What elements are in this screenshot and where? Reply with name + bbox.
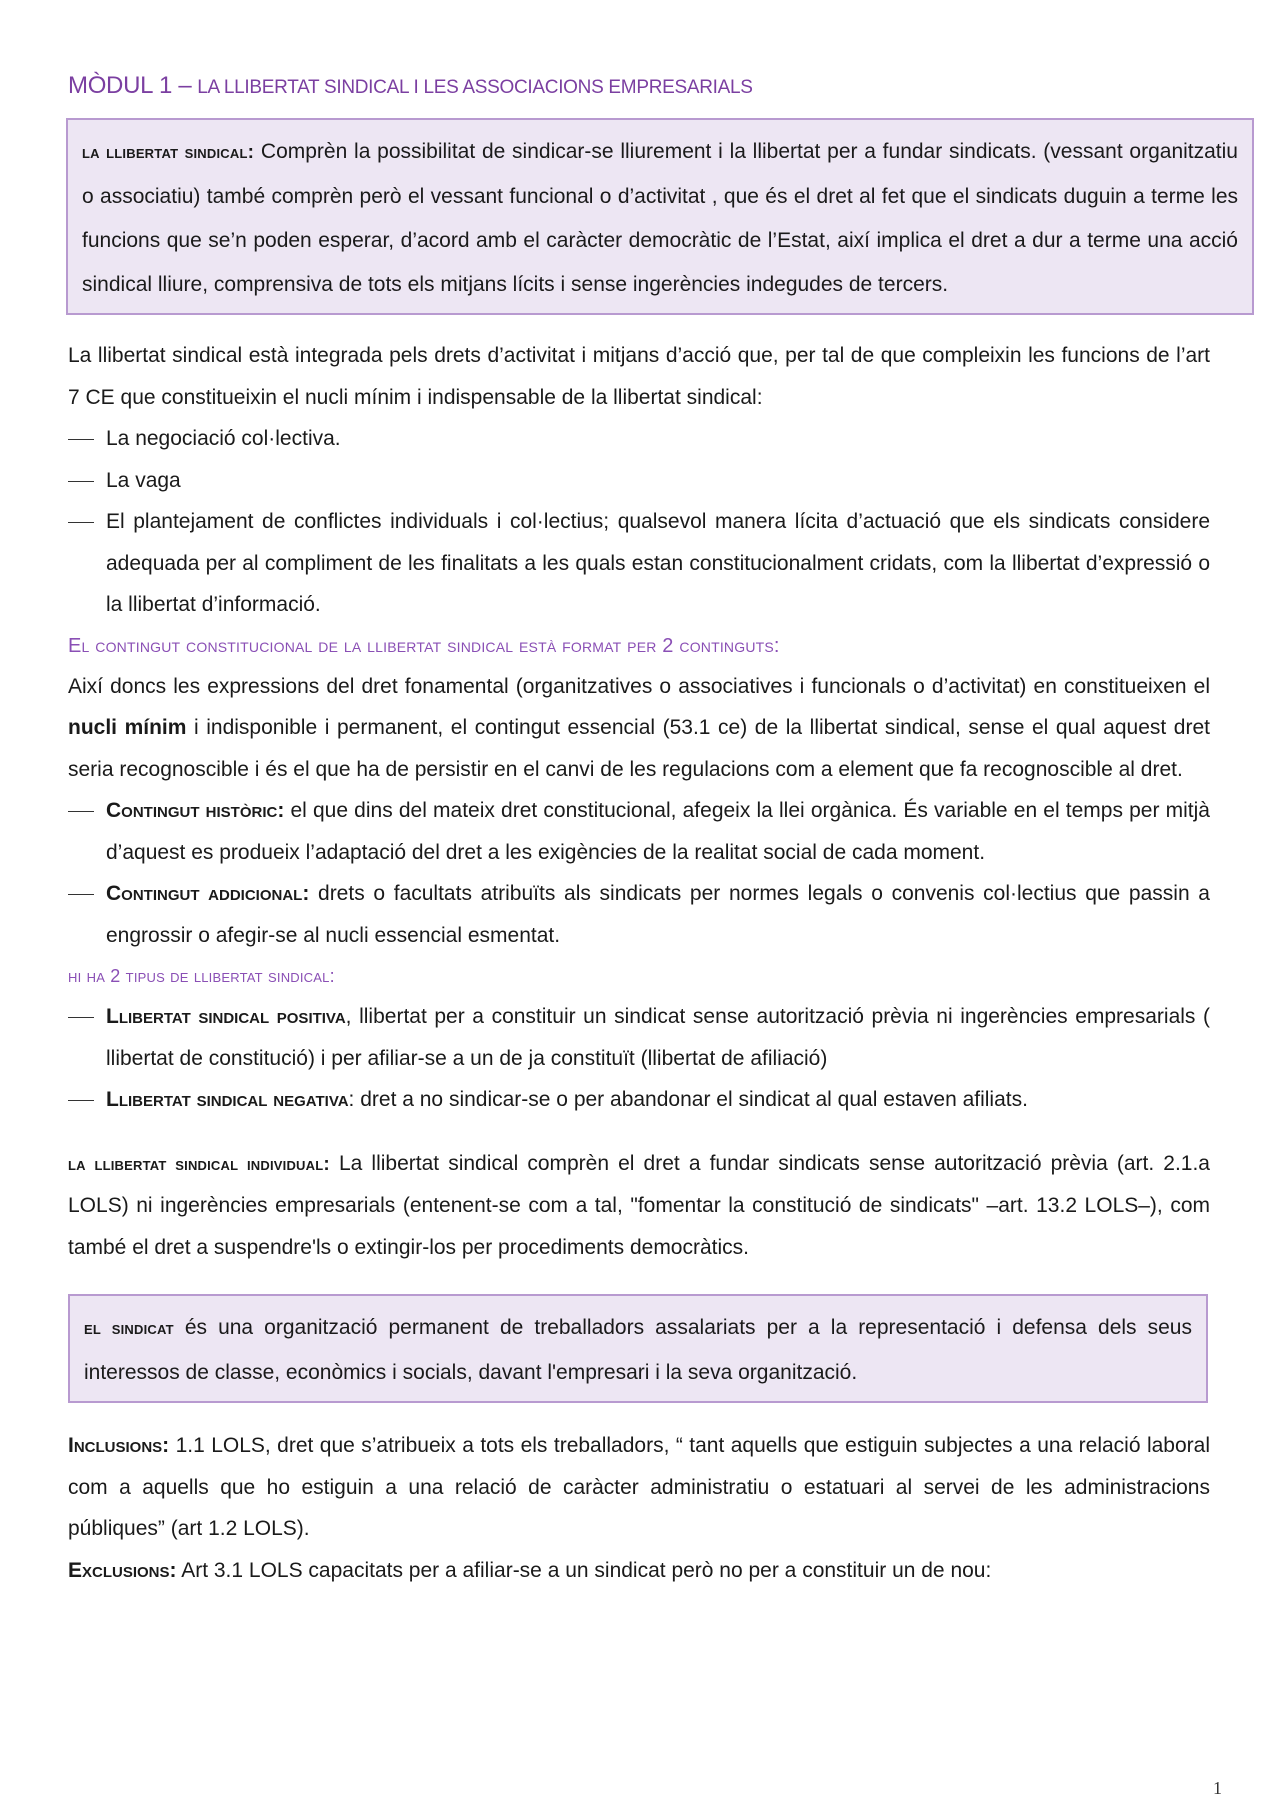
item-label: Contingut addicional: bbox=[106, 882, 310, 905]
intro-paragraph: La llibertat sindical està integrada pels drets d’activitat i mitjans d’acció que, per tal de que compleixin les funcions de l’art 7 CE que constitueixin el nucli mínim i indispensable de la llibertat sindical: bbox=[68, 344, 1210, 409]
tipus-list bbox=[68, 996, 1210, 1121]
contingut-paragraph: Així doncs les expressions del dret fonamental (organitzatives o associatives i funcionals o d’activitat) en constitueixen el nucli mínim i indisponible i permanent, el contingut essencial (53.1 ce) de la llibertat sindical, sense el qual aquest dret seria recognoscible i és el que ha de persistir en el canvi de les regulacions com a element que fa recognoscible al dret. bbox=[68, 674, 1210, 781]
definition-term: el sindicat bbox=[84, 1318, 174, 1339]
module-prefix: MÒDUL bbox=[68, 72, 154, 99]
list-item: Llibertat sindical positiva, llibertat per a constituir un sindicat sense autorització prèvia ni ingerències empresarials ( llibertat de constitució) i per afiliar-se a un de ja constituït (llibertat de afiliació) bbox=[106, 1005, 1210, 1070]
spacer bbox=[68, 1121, 1210, 1143]
contingut-list bbox=[68, 790, 1210, 956]
nucli-minim-bold: nucli mínim bbox=[68, 716, 187, 739]
list-item: Contingut addicional: drets o facultats atribuïts als sindicats per normes legals o convenis col·lectius que passin a engrossir o afegir-se al nucli essencial esmentat. bbox=[106, 882, 1210, 947]
spacer bbox=[68, 1403, 1210, 1425]
individual-paragraph: la llibertat sindical individual: La llibertat sindical comprèn el dret a fundar sindicats sense autorització prèvia (art. 2.1.a LOLS) ni ingerències empresarials (entenent-se com a tal, "fomentar la constitució de sindicats" –art. 13.2 LOLS–), com també el dret a suspendre'ls o extingir-los per procediments democràtics. bbox=[68, 1151, 1210, 1259]
exclusions-paragraph: Exclusions: Art 3.1 LOLS capacitats per a afiliar-se a un sindicat però no per a constituir un de nou: bbox=[68, 1558, 992, 1582]
list-item: El plantejament de conflictes individuals i col·lectius; qualsevol manera lícita d’actuació que els sindicats considere adequada per al compliment de les finalitats a les quals estan constitucionalment cridats, com la llibertat d’expressió o la llibertat d’informació. bbox=[106, 510, 1210, 616]
item-label: Contingut històric: bbox=[106, 799, 285, 822]
module-title bbox=[68, 72, 1210, 100]
section-heading-contingut: El contingut constitucional de la llibertat sindical està format per 2 continguts: bbox=[68, 634, 780, 657]
section-heading-tipus: hi ha 2 tipus de llibertat sindical: bbox=[68, 966, 335, 986]
definition-term: la llibertat sindical: bbox=[82, 142, 255, 163]
page-number: 1 bbox=[1213, 1778, 1222, 1798]
inclusions-label: Inclusions: bbox=[68, 1434, 170, 1457]
exclusions-label: Exclusions: bbox=[68, 1558, 177, 1582]
definition-text: Comprèn la possibilitat de sindicar-se lliurement i la llibertat per a fundar sindicats. (vessant organitzatiu o associatiu) també comprèn però el vessant funcional o d’activitat , que és el dret al fet que el sindicats duguin a terme les funcions que se’n poden esperar, d’acord amb el caràcter democràtic de l’Estat, així implica el dret a dur a terme una acció sindical lliure, comprensiva de tots els mitjans lícits i sense ingerències indegudes de tercers. bbox=[82, 140, 1238, 296]
definition-box-sindicat bbox=[68, 1294, 1208, 1403]
module-subtitle: LA LLIBERTAT SINDICAL I LES ASSOCIACIONS EMPRESARIALS bbox=[197, 77, 753, 98]
item-label: Llibertat sindical positiva bbox=[106, 1005, 346, 1028]
list-item: Llibertat sindical negativa: dret a no sindicar-se o per abandonar el sindicat al qual estaven afiliats. bbox=[106, 1088, 1028, 1111]
item-label: Llibertat sindical negativa bbox=[106, 1088, 349, 1111]
definition-box-llibertat-sindical bbox=[66, 118, 1254, 315]
list-item: La vaga bbox=[106, 468, 181, 492]
list-item: Contingut històric: el que dins del mateix dret constitucional, afegeix la llei orgànica. És variable en el temps per mitjà d’aquest es produeix l’adaptació del dret a les exigències de la realitat social de cada moment. bbox=[106, 799, 1210, 864]
intro-list bbox=[68, 418, 1210, 626]
module-number: 1 – bbox=[159, 72, 192, 99]
inclusions-paragraph: Inclusions: 1.1 LOLS, dret que s’atribueix a tots els treballadors, “ tant aquells que estiguin subjectes a una relació laboral com a aquells que ho estiguin a una relació de caràcter administratiu o estatuari al servei de les administracions públiques” (art 1.2 LOLS). bbox=[68, 1434, 1210, 1540]
individual-term: la llibertat sindical individual: bbox=[68, 1153, 330, 1175]
definition-text: és una organització permanent de treballadors assalariats per a la representació i defensa dels seus interessos de classe, econòmics i socials, davant l'empresari i la seva organització. bbox=[84, 1316, 1192, 1384]
list-item: La negociació col·lectiva. bbox=[106, 427, 341, 450]
